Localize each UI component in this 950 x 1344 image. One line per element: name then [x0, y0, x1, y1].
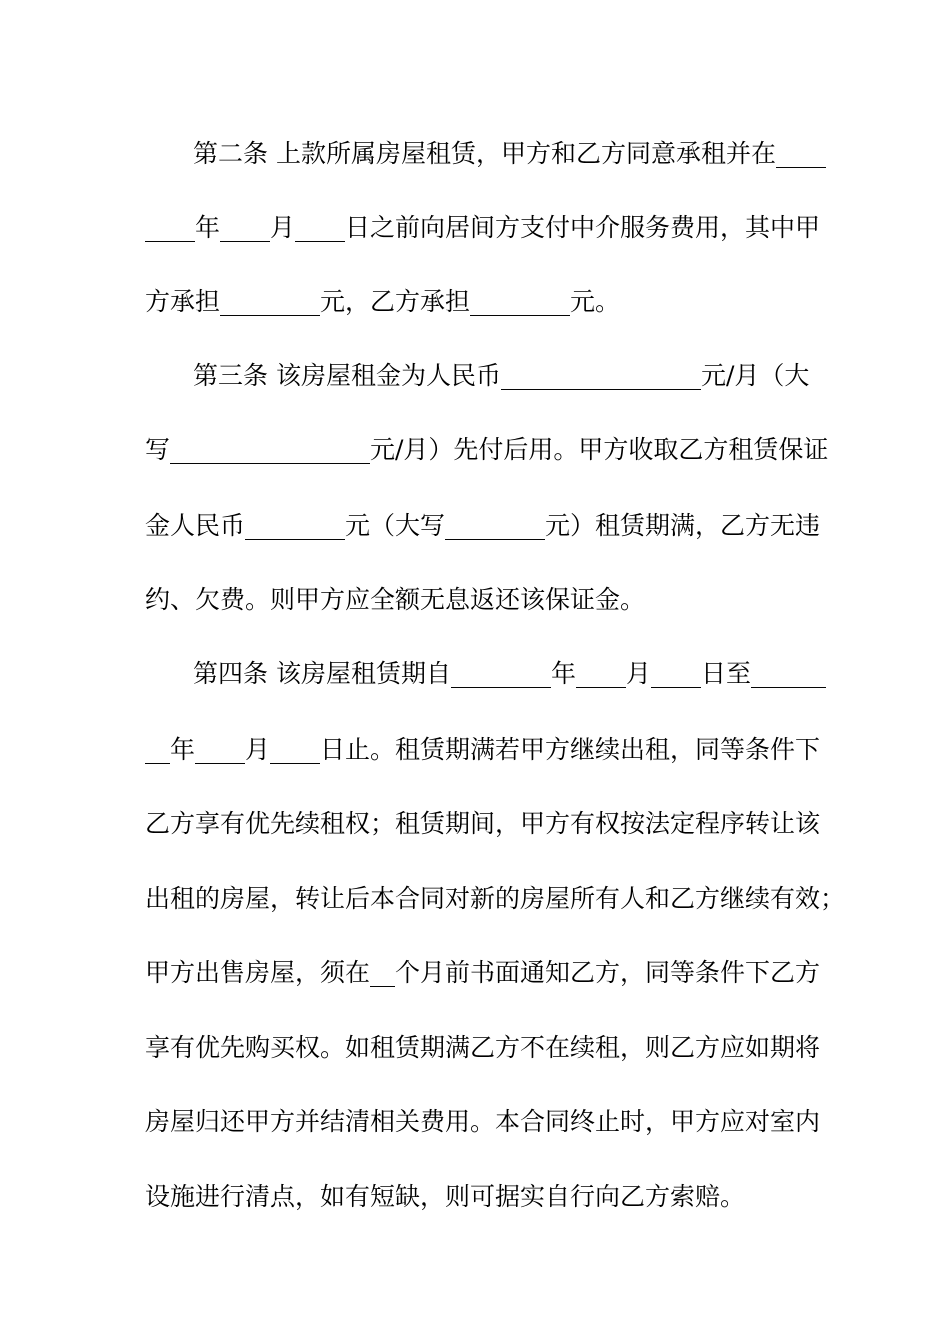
article-3-line-1: 第三条 该房屋租金为人民币________________元/月（大	[193, 361, 810, 390]
article-2-line-1: 第二条 上款所属房屋租赁，甲方和乙方同意承租并在____	[193, 139, 826, 168]
article-4-line-6: 享有优先购买权。如租赁期满乙方不在续租，则乙方应如期将	[145, 1033, 821, 1062]
article-4-line-4: 出租的房屋，转让后本合同对新的房屋所有人和乙方继续有效；	[145, 884, 846, 913]
article-4-line-7: 房屋归还甲方并结清相关费用。本合同终止时，甲方应对室内	[145, 1107, 821, 1136]
article-4-line-2: __年____月____日止。租赁期满若甲方继续出租，同等条件下	[145, 735, 821, 764]
article-2-line-3: 方承担________元，乙方承担________元。	[145, 287, 621, 316]
article-3-line-4: 约、欠费。则甲方应全额无息返还该保证金。	[145, 585, 646, 614]
article-4-line-8: 设施进行清点，如有短缺，则可据实自行向乙方索赔。	[145, 1182, 746, 1211]
article-4-line-5: 甲方出售房屋，须在__个月前书面通知乙方，同等条件下乙方	[145, 958, 821, 987]
article-4-line-3: 乙方享有优先续租权；租赁期间，甲方有权按法定程序转让该	[145, 809, 821, 838]
article-3-line-2: 写________________元/月）先付后用。甲方收取乙方租赁保证	[145, 435, 829, 464]
article-2-line-2: ____年____月____日之前向居间方支付中介服务费用，其中甲	[145, 213, 821, 242]
article-4-line-1: 第四条 该房屋租赁期自________年____月____日至______	[193, 659, 826, 688]
article-3-line-3: 金人民币________元（大写________元）租赁期满，乙方无违	[145, 511, 821, 540]
